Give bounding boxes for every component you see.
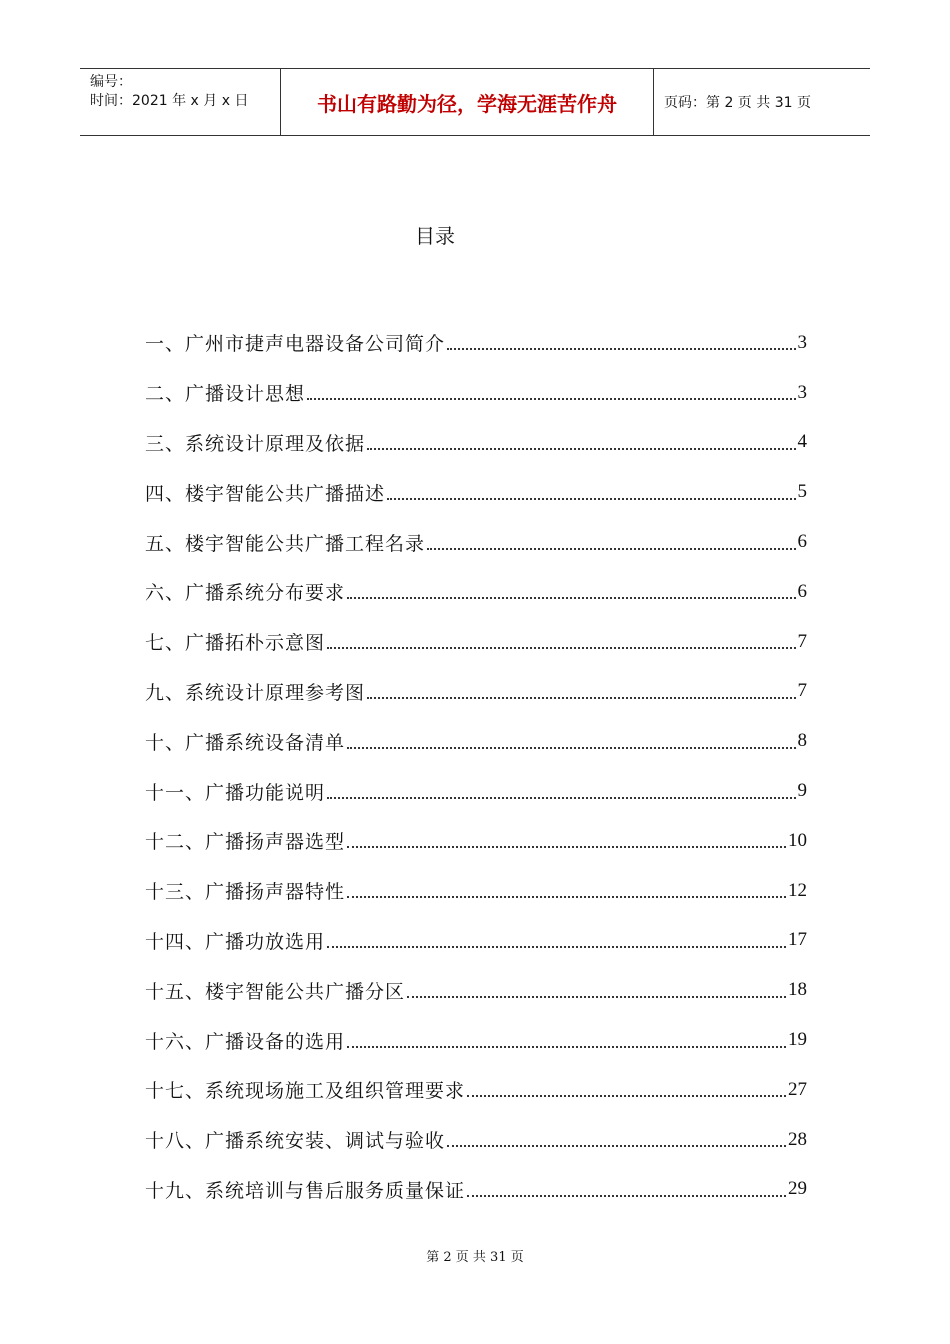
toc-entry-page: 7 [797,630,807,652]
toc-entry-label: 三、系统设计原理及依据 [145,432,366,455]
toc-dot-leader [367,447,795,450]
toc-entry[interactable] [145,866,807,916]
toc-entry[interactable] [145,1165,807,1215]
toc-entry-page: 19 [788,1029,807,1051]
toc-entry[interactable] [145,467,807,517]
toc-dot-leader [327,646,795,649]
header-left-cell [80,69,281,135]
toc-entry[interactable] [145,617,807,667]
toc-entry-label: 十五、楼宇智能公共广播分区 [145,980,406,1003]
toc-entry-label: 七、广播拓朴示意图 [145,632,326,655]
toc-entry-page: 27 [788,1078,807,1100]
toc-entry[interactable] [145,766,807,816]
toc-entry-page: 10 [788,829,807,851]
toc-entry[interactable] [145,916,807,966]
toc-entry-label: 十六、广播设备的选用 [145,1030,346,1053]
toc-entry-label: 十二、广播扬声器选型 [145,831,346,854]
toc-dot-leader [427,547,795,550]
toc-entry[interactable] [145,318,807,368]
toc-entry-page: 18 [788,979,807,1001]
toc-entry-page: 6 [797,531,807,553]
toc-dot-leader [327,796,795,799]
toc-entry[interactable] [145,667,807,717]
toc-entry-label: 十一、广播功能说明 [145,781,326,804]
page-header [80,68,870,136]
toc-dot-leader [347,845,786,848]
toc-entry-page: 6 [797,580,807,602]
toc-dot-leader [447,1144,786,1147]
toc-entry-label: 二、广播设计思想 [145,383,306,406]
toc-entry[interactable] [145,418,807,468]
toc-entry-label: 一、广州市捷声电器设备公司简介 [145,333,446,356]
toc-entry[interactable] [145,1065,807,1115]
toc-dot-leader [347,1045,786,1048]
toc-entry-label: 十八、广播系统安装、调试与验收 [145,1130,446,1153]
toc-entry-label: 五、楼宇智能公共广播工程名录 [145,532,426,555]
toc-entry-label: 十三、广播扬声器特性 [145,881,346,904]
toc-entry-page: 3 [797,381,807,403]
toc-entry-label: 十、广播系统设备清单 [145,731,346,754]
toc-entry[interactable] [145,517,807,567]
header-number-label: 编号： [90,74,132,90]
toc-entry-label: 十四、广播功放选用 [145,930,326,953]
toc-entry-label: 十七、系统现场施工及组织管理要求 [145,1080,466,1103]
toc-entry-page: 8 [797,730,807,752]
toc-dot-leader [407,995,786,998]
toc-entry-label: 九、系统设计原理参考图 [145,681,366,704]
toc-dot-leader [347,895,786,898]
toc-entry-page: 29 [788,1178,807,1200]
toc-entry[interactable] [145,368,807,418]
toc-dot-leader [447,347,795,350]
toc-dot-leader [327,945,786,948]
toc-entry-label: 六、广播系统分布要求 [145,582,346,605]
toc-entry[interactable] [145,716,807,766]
table-of-contents [145,318,807,1214]
toc-dot-leader [467,1194,786,1197]
toc-entry-label: 四、楼宇智能公共广播描述 [145,482,386,505]
toc-entry-page: 17 [788,929,807,951]
header-time-label: 时间：2021 年 x 月 x 日 [90,93,249,109]
toc-entry-page: 4 [797,431,807,453]
page-footer: 第 2 页 共 31 页 [426,1250,524,1265]
header-motto: 书山有路勤为径，学海无涯苦作舟 [281,69,654,135]
toc-entry-page: 28 [788,1128,807,1150]
toc-dot-leader [307,397,795,400]
toc-dot-leader [367,696,795,699]
header-page-info: 页码：第 2 页 共 31 页 [664,95,811,111]
toc-dot-leader [347,746,795,749]
toc-entry[interactable] [145,1115,807,1165]
toc-dot-leader [387,497,795,500]
toc-entry[interactable] [145,567,807,617]
toc-dot-leader [467,1094,786,1097]
toc-title: 目录 [415,224,455,248]
toc-entry-page: 12 [788,879,807,901]
toc-entry[interactable] [145,1015,807,1065]
toc-entry[interactable] [145,816,807,866]
toc-entry[interactable] [145,965,807,1015]
toc-entry-page: 3 [797,331,807,353]
toc-entry-page: 7 [797,680,807,702]
toc-entry-label: 十九、系统培训与售后服务质量保证 [145,1179,466,1202]
toc-entry-page: 9 [797,780,807,802]
toc-entry-page: 5 [797,481,807,503]
toc-dot-leader [347,596,795,599]
